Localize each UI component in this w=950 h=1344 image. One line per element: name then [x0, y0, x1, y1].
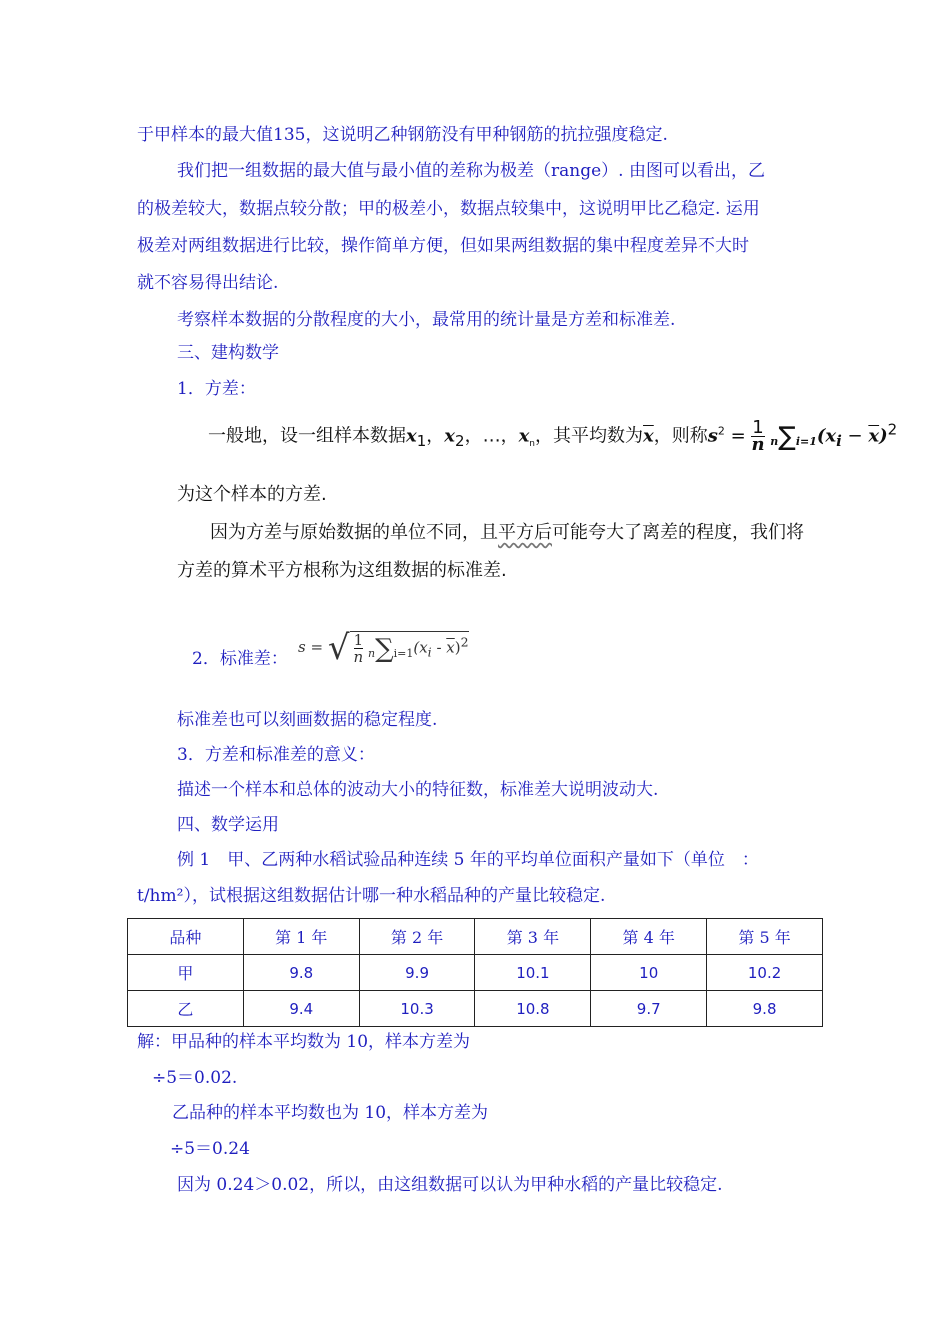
var-s: s [707, 425, 718, 447]
var-xn: x [518, 425, 530, 447]
std-term-x: $\overline{x}$ [446, 638, 455, 657]
table-header-cell: 第 1 年 [243, 919, 359, 955]
var-x1-sub: 1 [416, 432, 427, 451]
var-s-sup: 2 [717, 424, 725, 438]
sqrt-icon: √ [327, 628, 350, 668]
section-heading: 四、数学运用 [177, 815, 279, 835]
table-cell: 10.8 [475, 991, 591, 1027]
solution-line: ÷5＝0.02. [152, 1068, 238, 1088]
variance-definition: 一般地，设一组样本数据$x_1$，$x_2$，…，$x_n$，其平均数为$\overline{x}$，则称$s^2$ = $\frac{1}{n}$ $n\sum i=1(x_i - \overline{x})^2$ [208, 417, 898, 455]
var-x2-sub: 2 [455, 432, 465, 451]
subsection-heading: 1．方差： [177, 379, 256, 399]
section-heading: 三、建构数学 [177, 343, 279, 363]
std-term: (x [413, 638, 428, 657]
paragraph-line: 标准差也可以刻画数据的稳定程度. [177, 710, 438, 730]
std-term-close: ) [454, 638, 461, 657]
solution-line: 乙品种的样本平均数也为 10，样本方差为 [172, 1103, 489, 1123]
std-s: s [298, 638, 306, 656]
std-sum [367, 633, 414, 664]
var-sum-top: n [770, 434, 779, 448]
table-cell: 乙 [128, 991, 244, 1027]
table-cell: 9.9 [359, 955, 475, 991]
table-header-cell: 第 4 年 [591, 919, 707, 955]
std-intro-a: 因为方差与原始数据的单位不同，且 [210, 522, 498, 543]
std-term-sup: 2 [460, 634, 469, 650]
table-row [128, 991, 823, 1027]
var-fraction [751, 417, 765, 455]
solution-line: ÷5＝0.24 [170, 1139, 250, 1159]
var-term: (x [816, 425, 837, 447]
var-sum [770, 421, 817, 452]
yield-table [127, 918, 823, 1027]
std-sigma: ∑ [375, 633, 394, 664]
var-term-sub: i [836, 432, 842, 451]
var-x1: x [406, 425, 417, 447]
var-xn-sub: n [529, 439, 536, 450]
table-cell: 10.3 [359, 991, 475, 1027]
var-dots: … [482, 425, 501, 447]
paragraph-line: 极差对两组数据进行比较，操作简单方便，但如果两组数据的集中程度差异不大时 [137, 236, 749, 256]
var-frac-num: 1 [752, 417, 764, 438]
table-cell: 10.2 [707, 955, 823, 991]
std-intro-line: 方差的算术平方根称为这组数据的标准差. [177, 560, 507, 581]
solution-line: 解：甲品种的样本平均数为 10，样本方差为 [137, 1032, 471, 1052]
variance-def-text-a: 一般地，设一组样本数据 [208, 425, 406, 447]
var-term-sup: 2 [887, 420, 898, 439]
table-header-row [128, 919, 823, 955]
example-line: t/hm²），试根据这组数据估计哪一种水稻品种的产量比较稳定. [137, 886, 606, 906]
subsection-heading: 2．标准差： [192, 649, 288, 669]
std-intro-b: 平方后 [498, 522, 552, 543]
var-x2: x [444, 425, 456, 447]
paragraph-line: 的极差较大，数据点较分散；甲的极差小，数据点较集中，这说明甲比乙稳定. 运用 [137, 199, 760, 219]
var-term-x: $\overline{x}$ [868, 425, 880, 447]
table-cell: 甲 [128, 955, 244, 991]
variance-def-text-c: ，则称 [653, 425, 708, 447]
var-sigma: ∑ [778, 421, 796, 452]
std-frac-den: n [353, 648, 364, 666]
std-term-minus: - [431, 638, 447, 657]
std-fraction [354, 632, 364, 665]
var-term-minus: − [841, 425, 869, 447]
table-cell: 9.8 [707, 991, 823, 1027]
table-cell: 10 [591, 955, 707, 991]
std-sum-top: n [367, 646, 376, 660]
std-eq: = [310, 638, 324, 656]
variance-def-text-b: ，其平均数为 [535, 425, 644, 447]
table-cell: 9.4 [243, 991, 359, 1027]
var-term-close: ) [879, 425, 888, 447]
table-header-cell: 第 2 年 [359, 919, 475, 955]
var-eq: = [730, 425, 746, 447]
table-cell: 9.8 [243, 955, 359, 991]
table-header-cell: 第 5 年 [707, 919, 823, 955]
table-cell: 9.7 [591, 991, 707, 1027]
var-sum-bottom: i=1 [795, 434, 817, 448]
std-term-sub: i [427, 644, 432, 660]
std-formula [298, 628, 469, 668]
table-header-cell: 品种 [128, 919, 244, 955]
var-frac-den: n [751, 434, 765, 455]
paragraph-line: 描述一个样本和总体的波动大小的特征数，标准差大说明波动大. [177, 780, 659, 800]
paragraph-line: 我们把一组数据的最大值与最小值的差称为极差（range）. 由图可以看出，乙 [177, 161, 765, 181]
table-row [128, 955, 823, 991]
std-intro-c: 可能夸大了离差的程度，我们将 [552, 522, 804, 543]
example-line: 例 1 甲、乙两种水稻试验品种连续 5 年的平均单位面积产量如下（单位 ： [177, 850, 759, 870]
table-cell: 10.1 [475, 955, 591, 991]
paragraph-line: 就不容易得出结论. [137, 273, 279, 293]
subsection-heading: 3．方差和标准差的意义： [177, 745, 375, 765]
solution-line: 因为 0.24＞0.02，所以，由这组数据可以认为甲种水稻的产量比较稳定. [177, 1175, 723, 1195]
paragraph-line: 考察样本数据的分散程度的大小，最常用的统计量是方差和标准差. [177, 310, 676, 330]
paragraph-line: 于甲样本的最大值135，这说明乙种钢筋没有甲种钢筋的抗拉强度稳定. [137, 125, 668, 145]
std-intro-line [210, 522, 804, 544]
std-radicand [350, 631, 469, 665]
table-header-cell: 第 3 年 [475, 919, 591, 955]
std-frac-num: 1 [353, 631, 364, 649]
variance-definition-end: 为这个样本的方差. [177, 484, 327, 505]
var-xbar: $\overline{x}$ [643, 425, 654, 447]
std-sum-bottom: i=1 [393, 646, 414, 660]
